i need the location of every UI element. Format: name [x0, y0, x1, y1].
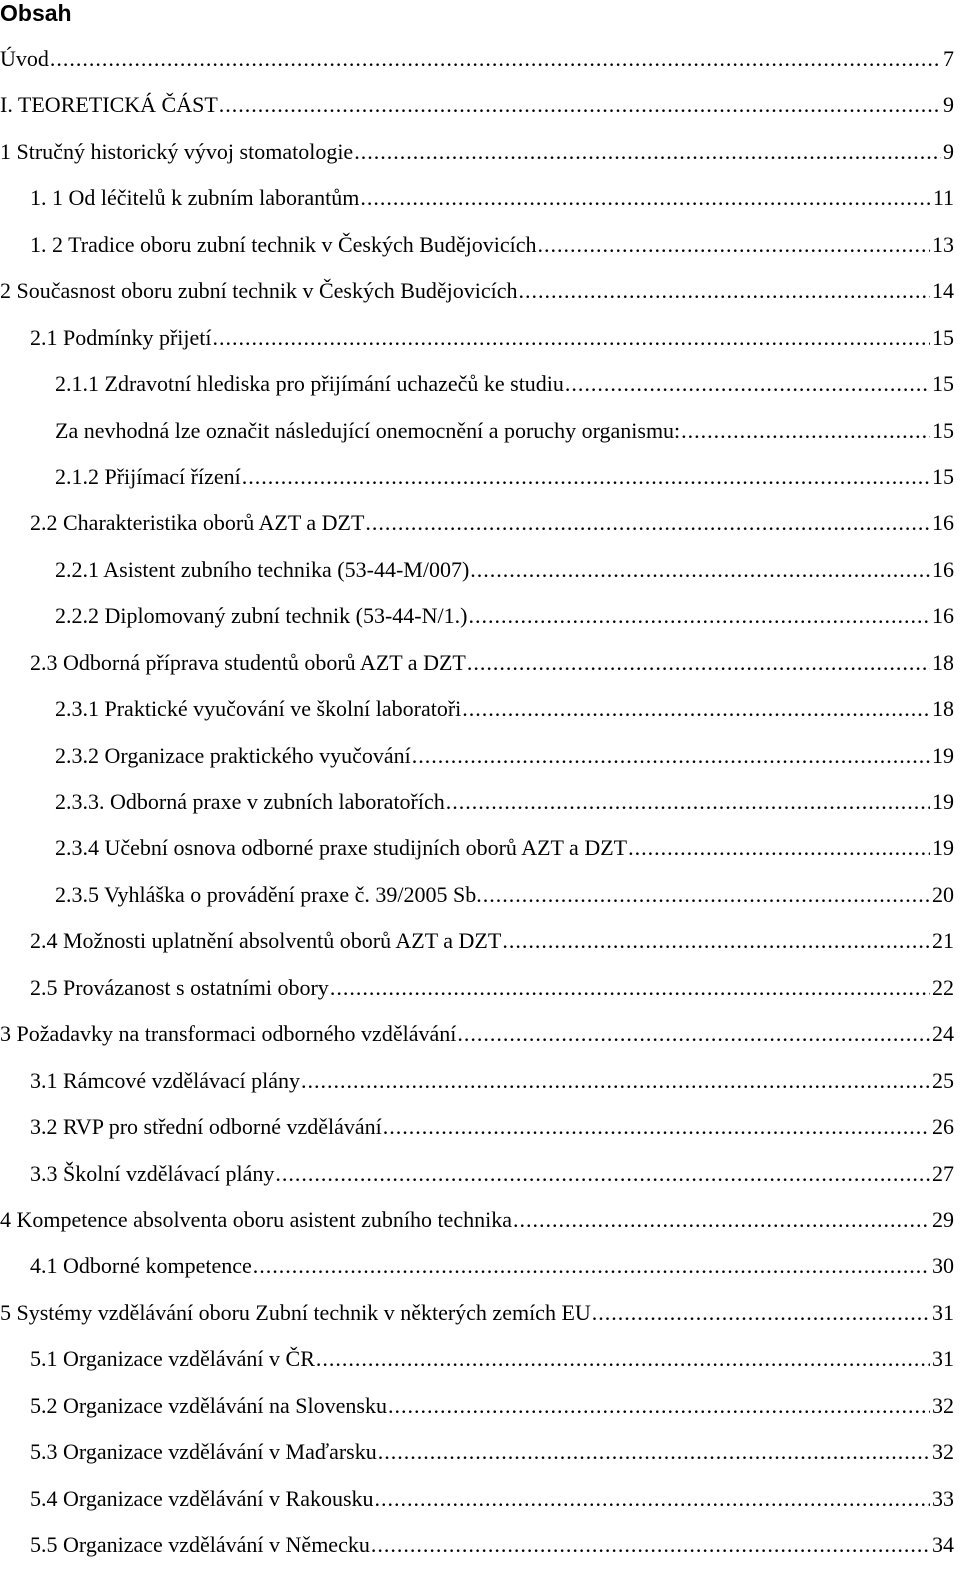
dot-leader	[538, 226, 930, 264]
toc-entry-page-number[interactable]: 31	[932, 1346, 954, 1372]
toc-entry-label[interactable]: I. TEORETICKÁ ČÁST	[0, 92, 218, 118]
dot-leader	[519, 272, 930, 310]
toc-entry[interactable]	[0, 272, 954, 318]
toc-entry-label[interactable]: 2.4 Možnosti uplatnění absolventů oborů AZT a DZT	[30, 928, 502, 954]
dot-leader	[301, 1062, 930, 1100]
toc-entry[interactable]	[0, 783, 954, 829]
dot-leader	[365, 504, 930, 542]
toc-entry-label[interactable]: 3.2 RVP pro střední odborné vzdělávání	[30, 1114, 382, 1140]
dot-leader	[388, 1387, 930, 1425]
toc-entry-page-number[interactable]: 27	[932, 1160, 954, 1186]
toc-entry[interactable]	[0, 876, 954, 922]
toc-entry[interactable]	[0, 1062, 954, 1108]
toc-entry[interactable]	[0, 226, 954, 272]
toc-entry-label[interactable]: 2.3.4 Učební osnova odborné praxe studijních oborů AZT a DZT	[55, 835, 628, 861]
toc-entry-page-number[interactable]: 18	[932, 696, 954, 722]
toc-entry[interactable]	[0, 551, 954, 597]
toc-entry[interactable]	[0, 1526, 954, 1572]
toc-entry-label[interactable]: 3.3 Školní vzdělávací plány	[30, 1160, 275, 1186]
toc-entry[interactable]	[0, 412, 954, 458]
toc-entry-page-number[interactable]: 26	[932, 1114, 954, 1140]
toc-entry[interactable]	[0, 1015, 954, 1061]
toc-entry[interactable]	[0, 690, 954, 736]
toc-entry-label[interactable]: 3.1 Rámcové vzdělávací plány	[30, 1067, 301, 1093]
toc-entry-label[interactable]: 2.1.1 Zdravotní hlediska pro přijímání uchazečů ke studiu	[55, 371, 564, 397]
dot-leader	[470, 551, 930, 589]
dot-leader	[592, 1294, 930, 1332]
toc-entry[interactable]	[0, 319, 954, 365]
toc-entry-label[interactable]: 4 Kompetence absolventa oboru asistent zubního technika	[0, 1206, 512, 1232]
toc-entry-page-number[interactable]: 24	[932, 1021, 954, 1047]
toc-entry[interactable]	[0, 1155, 954, 1201]
toc-entry-label[interactable]: 5.2 Organizace vzdělávání na Slovensku	[30, 1392, 387, 1418]
toc-entry[interactable]	[0, 179, 954, 225]
toc-entry-label[interactable]: 2.2.1 Asistent zubního technika (53-44-M/007)	[55, 556, 470, 582]
toc-entry-label[interactable]: 2 Současnost oboru zubní technik v Českých Budějovicích	[0, 278, 518, 304]
toc-entry-label[interactable]: 2.5 Provázanost s ostatními obory	[30, 974, 329, 1000]
toc-entry[interactable]	[0, 133, 954, 179]
toc-entry[interactable]	[0, 504, 954, 550]
toc-entry-label[interactable]: 1 Stručný historický vývoj stomatologie	[0, 138, 354, 164]
toc-entry-label[interactable]: 2.1 Podmínky přijetí	[30, 324, 212, 350]
dot-leader	[371, 1526, 930, 1564]
toc-entry-label[interactable]: 2.2 Charakteristika oborů AZT a DZT	[30, 510, 365, 536]
dot-leader	[412, 737, 930, 775]
toc-entry-label[interactable]: 5.5 Organizace vzdělávání v Německu	[30, 1532, 370, 1557]
toc-entry-page-number[interactable]: 15	[932, 463, 954, 489]
dot-leader	[213, 319, 931, 357]
dot-leader	[446, 783, 930, 821]
toc-entry[interactable]	[0, 922, 954, 968]
toc-entry[interactable]	[0, 1480, 954, 1526]
toc-entry-page-number[interactable]: 7	[943, 46, 954, 71]
toc-entry[interactable]	[0, 597, 954, 643]
dot-leader	[219, 86, 941, 124]
toc-entry-label[interactable]: 5 Systémy vzdělávání oboru Zubní technik v některých zemích EU	[0, 1299, 591, 1325]
toc-entry-page-number[interactable]: 20	[932, 881, 954, 907]
toc-entry-label[interactable]: 2.3.2 Organizace praktického vyučování	[55, 742, 411, 768]
toc-entry-label[interactable]: 2.1.2 Přijímací řízení	[55, 463, 241, 489]
toc-entry-page-number[interactable]: 33	[932, 1485, 954, 1511]
dot-leader	[628, 829, 930, 867]
toc-entry[interactable]	[0, 1433, 954, 1479]
dot-leader	[360, 179, 931, 217]
dot-leader	[242, 458, 930, 496]
toc-entry-page-number[interactable]: 19	[932, 789, 954, 814]
toc-entry-label[interactable]: 5.1 Organizace vzdělávání v ČR	[30, 1346, 315, 1372]
toc-entry-page-number[interactable]: 29	[932, 1206, 954, 1232]
dot-leader	[467, 644, 930, 682]
toc-entry-label[interactable]: 1. 2 Tradice oboru zubní technik v Českých Budějovicích	[30, 231, 537, 257]
toc-title: Obsah	[0, 0, 72, 26]
toc-entry-label[interactable]: Úvod	[0, 46, 49, 71]
toc-entry-label[interactable]: 1. 1 Od léčitelů k zubním laborantům	[30, 185, 360, 211]
toc-entry-page-number[interactable]: 16	[932, 510, 954, 536]
dot-leader	[253, 1247, 930, 1285]
dot-leader	[468, 597, 930, 635]
toc-entry-page-number[interactable]: 9	[943, 138, 954, 164]
dot-leader	[316, 1340, 930, 1378]
dot-leader	[378, 1433, 930, 1471]
toc-entry-label[interactable]: 2.3 Odborná příprava studentů oborů AZT a DZT	[30, 649, 466, 675]
toc-entry[interactable]	[0, 1294, 954, 1340]
dot-leader	[681, 412, 930, 450]
toc-entry-page-number[interactable]: 15	[932, 417, 954, 443]
dot-leader	[502, 922, 930, 960]
toc-entry-label[interactable]: 5.3 Organizace vzdělávání v Maďarsku	[30, 1439, 377, 1465]
toc-entry[interactable]	[0, 829, 954, 875]
toc-entry[interactable]	[0, 1201, 954, 1247]
dot-leader	[513, 1201, 930, 1239]
toc-entry-page-number[interactable]: 18	[932, 649, 954, 675]
toc-list	[0, 40, 954, 1572]
toc-entry-label[interactable]: 2.3.1 Praktické vyučování ve školní laboratoři	[55, 696, 462, 722]
toc-entry-label[interactable]: 5.4 Organizace vzdělávání v Rakousku	[30, 1485, 374, 1511]
toc-entry-label[interactable]: 2.2.2 Diplomovaný zubní technik (53-44-N/1.)	[55, 603, 468, 629]
toc-entry[interactable]	[0, 458, 954, 504]
toc-entry[interactable]	[0, 737, 954, 783]
dot-leader	[354, 133, 941, 171]
toc-entry[interactable]	[0, 1387, 954, 1433]
toc-entry-label[interactable]: Za nevhodná lze označit následující onemocnění a poruchy organismu:	[55, 417, 681, 443]
toc-entry-page-number[interactable]: 16	[932, 556, 954, 582]
toc-entry[interactable]	[0, 40, 954, 86]
toc-entry-page-number[interactable]: 22	[932, 974, 954, 1000]
toc-entry-label[interactable]: 2.3.5 Vyhláška o provádění praxe č. 39/2005 Sb.	[55, 881, 482, 907]
toc-entry-page-number[interactable]: 21	[932, 928, 954, 954]
dot-leader	[330, 969, 930, 1007]
toc-entry-page-number[interactable]: 13	[932, 231, 954, 257]
toc-entry-page-number[interactable]: 14	[932, 278, 954, 304]
toc-entry[interactable]	[0, 86, 954, 132]
dot-leader	[462, 690, 930, 728]
toc-entry-label[interactable]: 2.3.3. Odborná praxe v zubních laboratořích	[55, 789, 445, 814]
toc-entry-page-number[interactable]: 32	[932, 1439, 954, 1465]
toc-entry[interactable]	[0, 644, 954, 690]
toc-entry-label[interactable]: 3 Požadavky na transformaci odborného vzdělávání	[0, 1021, 457, 1047]
toc-entry-page-number[interactable]: 15	[932, 324, 954, 350]
toc-entry-page-number[interactable]: 25	[932, 1067, 954, 1093]
dot-leader	[50, 40, 941, 78]
toc-entry[interactable]	[0, 365, 954, 411]
toc-entry[interactable]	[0, 1108, 954, 1154]
toc-entry-page-number[interactable]: 30	[932, 1253, 954, 1279]
toc-entry[interactable]	[0, 969, 954, 1015]
dot-leader	[375, 1480, 930, 1518]
toc-entry-page-number[interactable]: 16	[932, 603, 954, 629]
toc-entry-page-number[interactable]: 19	[932, 742, 954, 768]
toc-entry-page-number[interactable]: 31	[932, 1299, 954, 1325]
toc-entry-page-number[interactable]: 32	[932, 1392, 954, 1418]
toc-entry-label[interactable]: 4.1 Odborné kompetence	[30, 1253, 252, 1279]
dot-leader	[383, 1108, 930, 1146]
toc-entry[interactable]	[0, 1247, 954, 1293]
dot-leader	[275, 1155, 930, 1193]
toc-entry-page-number[interactable]: 9	[943, 92, 954, 118]
toc-entry[interactable]	[0, 1340, 954, 1386]
toc-entry-page-number[interactable]: 15	[932, 371, 954, 397]
toc-entry-page-number[interactable]: 19	[932, 835, 954, 861]
toc-entry-page-number[interactable]: 11	[932, 185, 954, 211]
dot-leader	[457, 1015, 930, 1053]
dot-leader	[483, 876, 930, 914]
toc-entry-page-number[interactable]: 34	[932, 1532, 954, 1557]
dot-leader	[565, 365, 930, 403]
